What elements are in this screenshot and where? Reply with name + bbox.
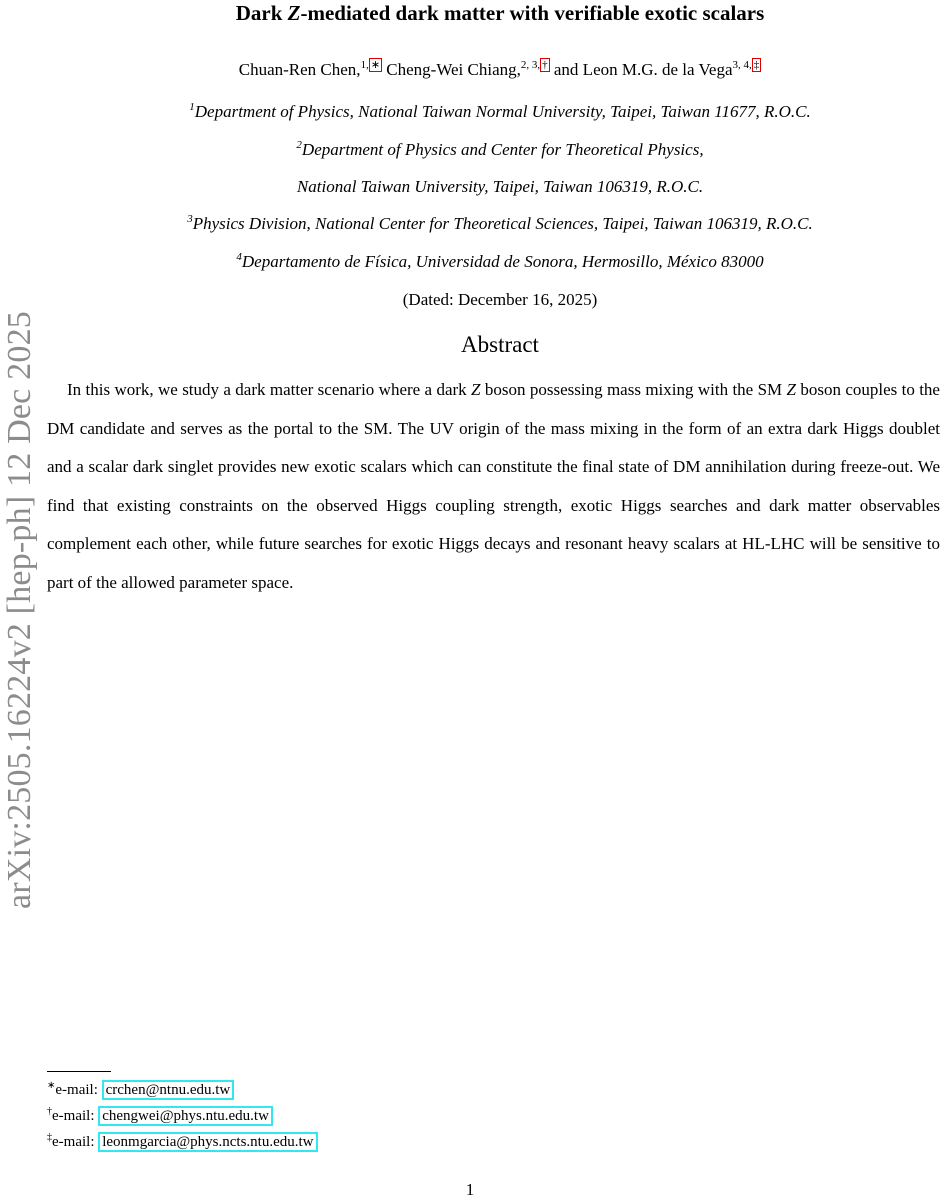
abstract-heading: Abstract bbox=[461, 332, 539, 357]
affiliation-4 bbox=[60, 250, 940, 274]
affiliation-text: Physics Division, National Center for Theoretical Sciences, Taipei, Taiwan 106319, R.O.C. bbox=[192, 214, 813, 233]
paper-title bbox=[60, 0, 940, 26]
author-name: Cheng-Wei Chiang, bbox=[386, 60, 521, 79]
email-link[interactable]: chengwei@phys.ntu.edu.tw bbox=[98, 1106, 273, 1126]
abstract-z-symbol: Z bbox=[471, 380, 481, 399]
footnote-label: e-mail: bbox=[55, 1082, 102, 1098]
affiliation-2 bbox=[60, 138, 940, 162]
affiliation-1 bbox=[60, 100, 940, 124]
footnote-link[interactable]: ‡ bbox=[753, 59, 760, 71]
footnote-link[interactable]: † bbox=[542, 59, 548, 71]
abstract-body bbox=[47, 371, 940, 602]
affiliation-text: National Taiwan University, Taipei, Taiwan 106319, R.O.C. bbox=[296, 177, 704, 196]
footnote-item bbox=[47, 1077, 647, 1103]
title-z-symbol: Z bbox=[287, 1, 301, 25]
date-line: (Dated: December 16, 2025) bbox=[402, 290, 598, 309]
affiliation-number: 2 bbox=[296, 139, 302, 151]
footnotes bbox=[47, 1077, 647, 1155]
footnote-label: e-mail: bbox=[52, 1134, 99, 1150]
affiliation-text: Department of Physics and Center for Theoretical Physics, bbox=[301, 140, 704, 159]
author-list bbox=[60, 58, 940, 82]
affiliation-number: 4 bbox=[236, 251, 242, 263]
title-part-2: -mediated dark matter with verifiable exotic scalars bbox=[300, 1, 765, 25]
affiliation-3 bbox=[60, 212, 940, 236]
footnote-mark: † bbox=[47, 1106, 52, 1117]
abstract-z-symbol: Z bbox=[786, 380, 796, 399]
footnote-link[interactable]: ∗ bbox=[370, 59, 381, 71]
email-link[interactable]: leonmgarcia@phys.ncts.ntu.edu.tw bbox=[98, 1132, 317, 1152]
author-name: and Leon M.G. de la Vega bbox=[553, 60, 733, 79]
author-affiliation-mark: 2, 3, bbox=[520, 59, 541, 71]
footnote-item bbox=[47, 1103, 647, 1129]
email-link[interactable]: crchen@ntnu.edu.tw bbox=[102, 1080, 235, 1100]
affiliation-text: Departamento de Física, Universidad de Sonora, Hermosillo, México 83000 bbox=[241, 252, 764, 271]
footnote-mark: ‡ bbox=[47, 1132, 52, 1143]
footnote-item bbox=[47, 1129, 647, 1155]
affiliation-number: 1 bbox=[189, 101, 195, 113]
arxiv-identifier-text: arXiv:2505.16224v2 [hep-ph] 12 Dec 2025 bbox=[1, 311, 38, 909]
footnote-divider bbox=[47, 1071, 111, 1072]
footnote-label: e-mail: bbox=[52, 1108, 99, 1124]
abstract-text: In this work, we study a dark matter scenario where a dark bbox=[67, 380, 472, 399]
affiliation-2-continued bbox=[60, 175, 940, 199]
title-part-1: Dark bbox=[235, 1, 288, 25]
affiliation-number: 3 bbox=[187, 213, 193, 225]
affiliation-text: Department of Physics, National Taiwan Normal University, Taipei, Taiwan 11677, R.O.C. bbox=[194, 102, 811, 121]
author-affiliation-mark: 1, bbox=[360, 59, 369, 71]
abstract-text: boson couples to the DM candidate and serves as the portal to the SM. The UV origin of the mass mixing in the form of an extra dark Higgs doublet and a scalar dark singlet provides new exotic scalars which can constitute the final state of DM annihilation during freeze-out. We find that existing constraints on the observed Higgs coupling strength, exotic Higgs searches and dark matter observables complement each other, while future searches for exotic Higgs decays and resonant heavy scalars at HL-LHC will be sensitive to part of the allowed parameter space. bbox=[47, 380, 940, 592]
author-affiliation-mark: 3, 4, bbox=[732, 59, 752, 71]
arxiv-identifier-stamp bbox=[0, 290, 40, 930]
abstract-text: boson possessing mass mixing with the SM bbox=[480, 380, 787, 399]
page-number: 1 bbox=[465, 1180, 475, 1199]
footnote-mark: ∗ bbox=[47, 1080, 56, 1091]
author-name: Chuan-Ren Chen, bbox=[238, 60, 361, 79]
